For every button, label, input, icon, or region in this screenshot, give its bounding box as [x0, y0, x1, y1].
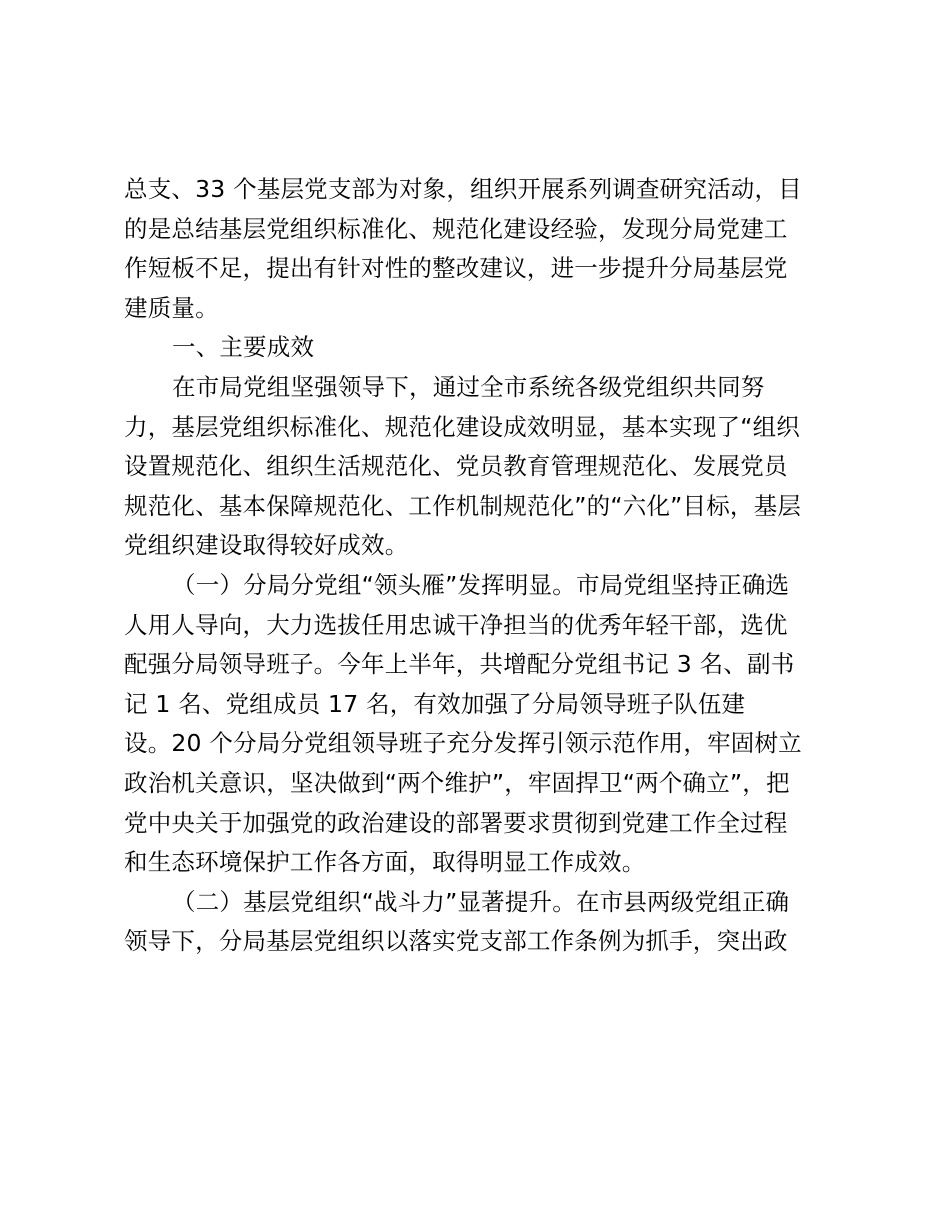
subsection-heading: （二）基层党组织“战斗力”显著提升。在市县两级党组正确 — [172, 887, 790, 916]
text-line: 领导下，分局基层党组织以落实党支部工作条例为抓手，突出政 — [124, 927, 788, 956]
text-line: 设。20 个分局分党组领导班子充分发挥引领示范作用，牢固树立 — [124, 729, 802, 758]
text-line: 党中央关于加强党的政治建设的部署要求贯彻到党建工作全过程 — [124, 808, 788, 837]
text-line: 配强分局领导班子。今年上半年，共增配分党组书记 3 名、副书 — [124, 650, 795, 679]
text-line: 设置规范化、组织生活规范化、党员教育管理规范化、发展党员 — [124, 452, 788, 481]
text-line: 党组织建设取得较好成效。 — [124, 531, 409, 560]
section-heading: 一、主要成效 — [172, 333, 315, 362]
text-line: 力，基层党组织标准化、规范化建设成效明显，基本实现了“组织 — [124, 412, 800, 441]
text-line: 和生态环境保护工作各方面，取得明显工作成效。 — [124, 848, 646, 877]
text-line: 规范化、基本保障规范化、工作机制规范化”的“六化”目标，基层 — [124, 491, 802, 520]
text-line: 建质量。 — [124, 293, 219, 322]
subsection-heading: （一）分局分党组“领头雁”发挥明显。市局党组坚持正确选 — [172, 570, 790, 599]
text-line: 总支、33 个基层党支部为对象，组织开展系列调查研究活动，目 — [124, 175, 802, 203]
text-line: 作短板不足，提出有针对性的整改建议，进一步提升分局基层党 — [124, 254, 788, 283]
text-line: 政治机关意识，坚决做到“两个维护”，牢固捍卫“两个确立”，把 — [124, 768, 790, 797]
document-body — [124, 170, 836, 962]
text-line: 的是总结基层党组织标准化、规范化建设经验，发现分局党建工 — [124, 214, 788, 243]
paragraph-start: 在市局党组坚强领导下，通过全市系统各级党组织共同努 — [172, 372, 765, 401]
text-line: 记 1 名、党组成员 17 名，有效加强了分局领导班子队伍建 — [124, 689, 746, 718]
text-line: 人用人导向，大力选拔任用忠诚干净担当的优秀年轻干部，选优 — [124, 610, 788, 639]
